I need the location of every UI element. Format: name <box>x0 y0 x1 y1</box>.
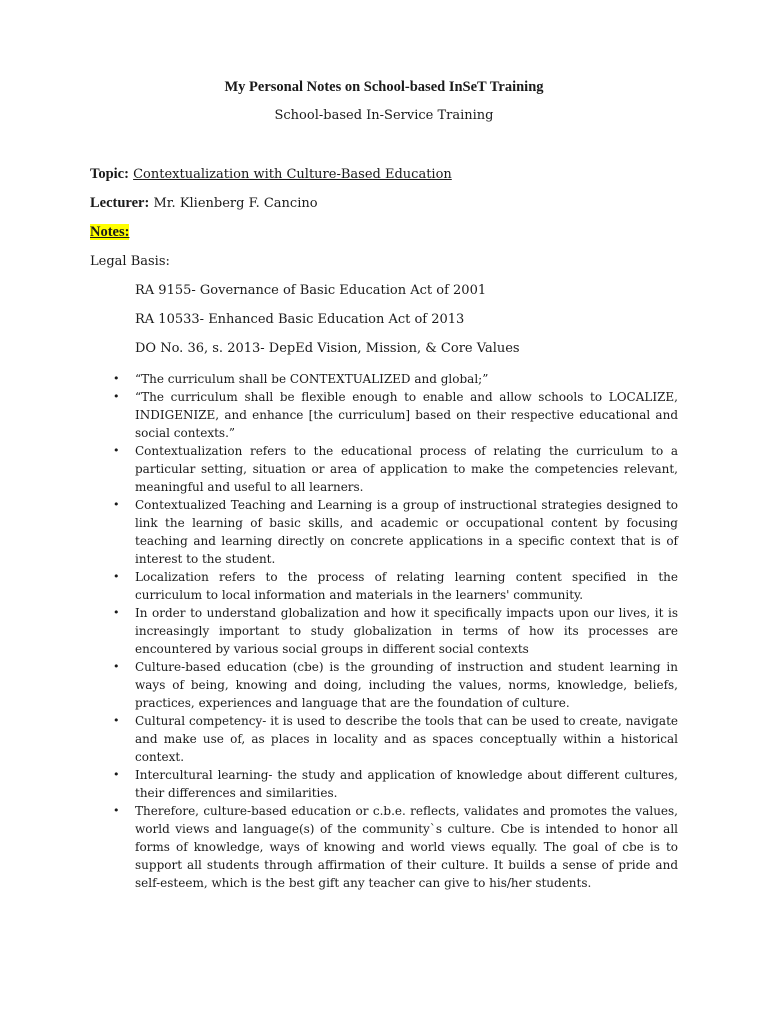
document-subtitle: School-based In-Service Training <box>274 108 494 123</box>
notes-line <box>90 224 129 241</box>
bullet: • <box>113 768 120 781</box>
topic-label: Topic: <box>90 166 129 182</box>
legal-basis-heading: Legal Basis: <box>90 254 170 269</box>
list-item <box>113 442 678 496</box>
list-item <box>113 568 678 604</box>
list-item <box>113 658 678 712</box>
bullet: • <box>113 444 120 457</box>
list-item <box>113 496 678 568</box>
notes-label: Notes: <box>90 224 130 240</box>
bullet: • <box>113 372 120 385</box>
note-text: Intercultural learning- the study and application of knowledge about different cultures, their differences and similarities. <box>135 768 678 800</box>
note-text: Culture-based education (cbe) is the grounding of instruction and student learning in ways of being, knowing and doing, including the values, norms, knowledge, beliefs, practices, experiences and language that are the foundation of culture. <box>135 660 678 710</box>
list-item <box>113 388 678 442</box>
bullet: • <box>113 498 120 511</box>
note-text: In order to understand globalization and how it specifically impacts upon our lives, it is increasingly important to study globalization in terms of how its processes are encountered by various social groups in different social contexts <box>135 606 678 656</box>
bullet: • <box>113 606 120 619</box>
list-item <box>113 766 678 802</box>
note-text: Therefore, culture-based education or c.b.e. reflects, validates and promotes the values, world views and language(s) of the community`s culture. Cbe is intended to honor all forms of knowledge, ways of knowing and world views equally. The goal of cbe is to support all students through affirmation of their culture. It builds a sense of pride and self-esteem, which is the best gift any teacher can give to his/her students. <box>135 804 678 890</box>
note-text: Localization refers to the process of relating learning content specified in the curriculum to local information and materials in the learners' community. <box>135 570 678 602</box>
note-text: Contextualization refers to the educational process of relating the curriculum to a particular setting, situation or area of application to make the competencies relevant, meaningful and useful to all learners. <box>135 444 678 494</box>
topic-line <box>90 166 452 183</box>
bullet: • <box>113 660 120 673</box>
notes-list <box>113 370 678 892</box>
bullet: • <box>113 714 120 727</box>
bullet: • <box>113 570 120 583</box>
topic-value: Contextualization with Culture-Based Education <box>133 167 452 182</box>
list-item <box>113 370 678 388</box>
list-item <box>113 712 678 766</box>
note-text: “The curriculum shall be flexible enough to enable and allow schools to LOCALIZE, INDIGENIZE, and enhance [the curriculum] based on their respective educational and social contexts.” <box>135 390 678 440</box>
note-text: Contextualized Teaching and Learning is a group of instructional strategies designed to link the learning of basic skills, and academic or occupational content by focusing teaching and learning directly on concrete applications in a specific context that is of interest to the student. <box>135 498 678 566</box>
document-title: My Personal Notes on School-based InSeT Training <box>224 79 544 95</box>
lecturer-value: Mr. Klienberg F. Cancino <box>153 196 318 211</box>
legal-basis-item: DO No. 36, s. 2013- DepEd Vision, Mission, & Core Values <box>135 341 520 356</box>
legal-basis-item: RA 9155- Governance of Basic Education Act of 2001 <box>135 283 487 298</box>
list-item <box>113 604 678 658</box>
legal-basis-item: RA 10533- Enhanced Basic Education Act of 2013 <box>135 312 465 327</box>
bullet: • <box>113 804 120 817</box>
lecturer-label: Lecturer: <box>90 195 150 211</box>
note-text: “The curriculum shall be CONTEXTUALIZED and global;” <box>135 372 489 386</box>
bullet: • <box>113 390 120 403</box>
list-item <box>113 802 678 892</box>
note-text: Cultural competency- it is used to describe the tools that can be used to create, navigate and make use of, as places in locality and as spaces conceptually within a historical context. <box>135 714 678 764</box>
lecturer-line <box>90 195 318 212</box>
